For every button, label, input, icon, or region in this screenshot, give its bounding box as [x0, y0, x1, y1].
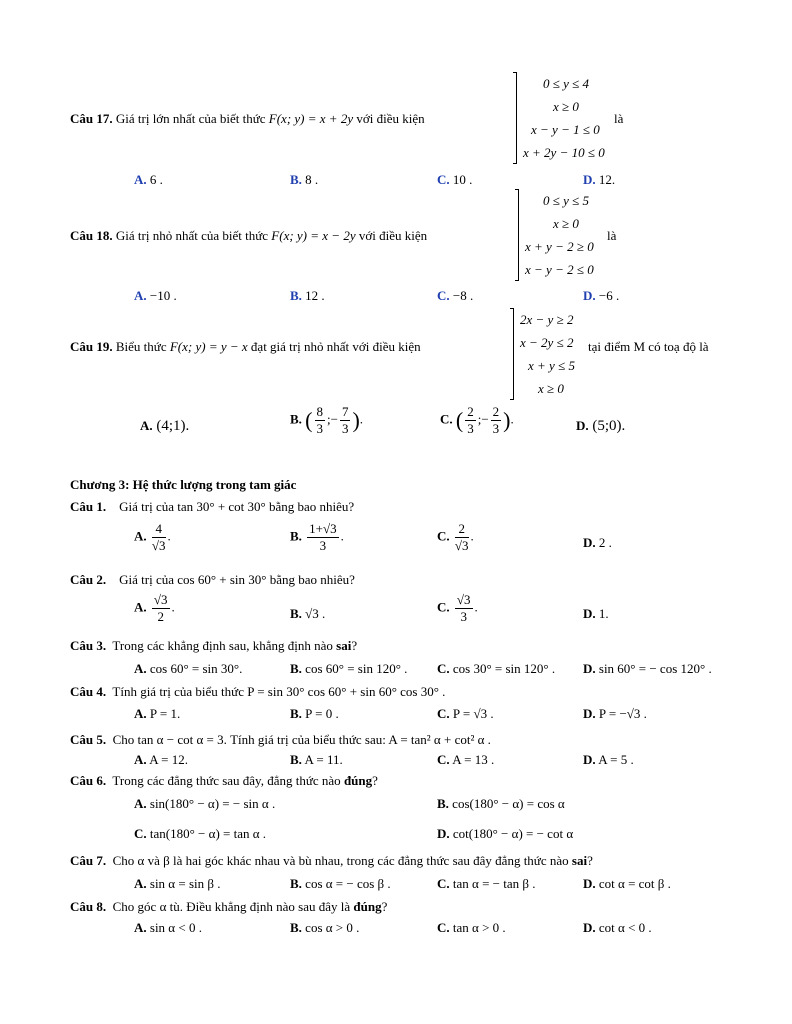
fraction [340, 404, 351, 437]
denominator: √3 [454, 538, 469, 553]
condition: x − y − 1 ≤ 0 [531, 122, 600, 137]
option-value: −8 . [452, 288, 474, 303]
option-b[interactable] [290, 920, 359, 936]
option-letter: B. [290, 288, 302, 303]
option-letter: D. [576, 418, 589, 433]
denominator: 3 [319, 538, 327, 553]
option-value: √3 . [305, 606, 326, 621]
numerator: 1+√3 [309, 521, 337, 536]
option-d[interactable] [583, 288, 619, 304]
option-value: tan α = − tan β . [452, 876, 536, 891]
condition: x − y − 2 ≤ 0 [525, 262, 594, 277]
option-b[interactable] [290, 172, 318, 188]
option-d[interactable] [583, 535, 612, 551]
denominator: 2 [157, 609, 164, 624]
expression: F(x; y) = x + 2y [268, 111, 354, 126]
option-a[interactable] [140, 418, 189, 435]
separator: ;− [327, 411, 338, 427]
option-b[interactable] [290, 706, 339, 722]
option-value: P = −√3 . [598, 706, 647, 721]
question-label: Câu 19. [70, 339, 113, 354]
question-4-stem [70, 684, 445, 700]
question-label: Câu 2. [70, 572, 107, 587]
option-value: sin α = sin β . [149, 876, 221, 891]
option-b[interactable]: B. $\frac{1+√3}{3}$ . [290, 521, 344, 553]
numerator: 4 [152, 521, 166, 538]
question-tail: tại điểm M có toạ độ là [588, 339, 709, 354]
option-letter: B. [290, 752, 302, 767]
expression: F(x; y) = y − x [169, 339, 248, 354]
option-a[interactable] [134, 172, 163, 188]
option-letter: A. [134, 876, 147, 891]
condition: x ≥ 0 [538, 381, 564, 396]
question-label: Câu 3. [70, 638, 107, 653]
condition: x ≥ 0 [553, 216, 579, 231]
option-d[interactable] [583, 661, 712, 677]
option-letter: B. [437, 796, 449, 811]
option-c[interactable] [437, 920, 506, 936]
question-text: Giá trị của tan 30° + cot 30° bằng bao nhiêu? [119, 499, 355, 514]
option-letter: C. [437, 876, 450, 891]
option-a[interactable]: A. $\frac{√3}{2}$ . [134, 592, 175, 624]
option-value: 12 . [305, 288, 325, 303]
option-letter: A. [134, 706, 147, 721]
question-text: Cho tan α − cot α = 3. Tính giá trị của biểu thức sau: A = tan² α + cot² α . [112, 732, 491, 747]
option-c[interactable]: C. $\frac{2}{√3}$ . [437, 521, 474, 553]
punct: ? [381, 899, 388, 914]
option-value: −6 . [598, 288, 620, 303]
option-letter: D. [583, 706, 596, 721]
option-letter: B. [290, 706, 302, 721]
option-a[interactable]: A. $\frac{4}{√3}$ . [134, 521, 171, 553]
option-c[interactable] [437, 661, 555, 677]
fraction [152, 521, 166, 554]
option-letter: B. [290, 606, 302, 621]
option-value: sin 60° = − cos 120° . [598, 661, 712, 676]
option-value: cot(180° − α) = − cot α [452, 826, 574, 841]
option-letter: D. [583, 288, 596, 303]
question-17-stem [70, 111, 425, 127]
question-label: Câu 6. [70, 773, 107, 788]
denominator: 3 [467, 421, 474, 436]
fraction [455, 521, 469, 554]
expression: F(x; y) = x − 2y [271, 228, 356, 243]
option-d[interactable] [583, 172, 615, 188]
question-tail: là [614, 111, 624, 126]
option-value: 12. [598, 172, 616, 187]
option-letter: C. [134, 826, 147, 841]
question-3-stem [70, 638, 357, 654]
option-b[interactable] [290, 876, 391, 892]
denominator: 3 [460, 609, 467, 624]
option-letter: D. [583, 606, 596, 621]
option-value: P = 0 . [305, 706, 339, 721]
option-letter: C. [437, 288, 450, 303]
paren: ( [305, 407, 313, 433]
option-letter: C. [437, 528, 450, 544]
option-value: 10 . [452, 172, 473, 187]
option-letter: A. [134, 920, 147, 935]
numerator: 2 [455, 521, 469, 538]
option-letter: A. [134, 796, 147, 811]
question-text: Biểu thức [115, 339, 167, 354]
condition: 0 ≤ y ≤ 5 [543, 193, 590, 208]
condition: x + y ≤ 5 [528, 358, 575, 373]
condition: x ≥ 0 [553, 99, 579, 114]
option-value: P = √3 . [452, 706, 494, 721]
option-d[interactable] [583, 920, 652, 936]
option-c[interactable] [437, 876, 536, 892]
option-b[interactable] [290, 606, 325, 622]
numerator: 7 [341, 404, 349, 419]
question-text: đạt giá trị nhỏ nhất với điều kiện [250, 339, 421, 354]
option-value: cos 60° = sin 120° . [305, 661, 408, 676]
condition-system [513, 308, 575, 400]
option-d[interactable] [583, 606, 609, 622]
question-2-stem [70, 572, 355, 588]
option-letter: D. [583, 535, 596, 550]
option-value: cos 60° = sin 30°. [149, 661, 243, 676]
option-letter: C. [437, 661, 450, 676]
fraction [315, 404, 326, 437]
punct: ? [372, 773, 378, 788]
option-c[interactable] [437, 288, 473, 304]
option-value: cos 30° = sin 120° . [452, 661, 556, 676]
option-letter: D. [437, 826, 450, 841]
option-letter: B. [290, 528, 302, 544]
option-c[interactable]: C. $\frac{√3}{3}$ . [437, 592, 478, 624]
condition-system [516, 72, 605, 164]
paren: ) [503, 407, 511, 433]
option-letter: B. [290, 172, 302, 187]
fraction [152, 592, 170, 625]
option-value: cot α = cot β . [598, 876, 671, 891]
option-a[interactable] [134, 876, 221, 892]
question-8-stem [70, 899, 387, 915]
option-letter: B. [290, 920, 302, 935]
numerator: √3 [456, 592, 471, 607]
option-value: A = 13 . [452, 752, 495, 767]
question-text: Tính giá trị của biểu thức P = sin 30° cos 60° + sin 60° cos 30° . [112, 684, 446, 699]
option-value: cos(180° − α) = cos α [452, 796, 565, 811]
emphasis: đúng [353, 899, 382, 914]
numerator: 2 [467, 404, 474, 419]
option-value: tan α > 0 . [452, 920, 506, 935]
option-letter: A. [134, 599, 147, 615]
option-letter: C. [437, 752, 450, 767]
option-letter: A. [134, 288, 147, 303]
option-b[interactable] [290, 661, 407, 677]
option-c[interactable] [134, 826, 266, 842]
question-tail: là [607, 228, 617, 243]
option-letter: A. [134, 752, 147, 767]
question-1-stem [70, 499, 354, 515]
question-label: Câu 4. [70, 684, 107, 699]
option-value: tan(180° − α) = tan α . [149, 826, 267, 841]
option-letter: C. [437, 172, 450, 187]
option-letter: C. [437, 599, 450, 615]
option-letter: A. [134, 172, 147, 187]
option-a[interactable] [134, 706, 180, 722]
denominator: 3 [316, 421, 323, 436]
condition-system [518, 189, 594, 281]
condition: 0 ≤ y ≤ 4 [543, 76, 590, 91]
option-a[interactable] [134, 920, 202, 936]
numerator: 8 [316, 404, 323, 419]
option-b[interactable] [290, 288, 325, 304]
option-value: sin α < 0 . [149, 920, 202, 935]
question-label: Câu 17. [70, 111, 113, 126]
question-label: Câu 7. [70, 853, 107, 868]
option-value: A = 5 . [598, 752, 634, 767]
question-5-stem [70, 732, 491, 748]
question-text: Giá trị lớn nhất của biết thức [115, 111, 266, 126]
option-letter: D. [583, 876, 596, 891]
question-text: Giá trị nhỏ nhất của biết thức [115, 228, 269, 243]
option-a[interactable] [134, 796, 275, 812]
option-letter: B. [290, 661, 302, 676]
option-letter: D. [583, 920, 596, 935]
punct: ? [587, 853, 593, 868]
option-d[interactable] [583, 706, 647, 722]
option-letter: D. [583, 661, 596, 676]
option-value: cot α < 0 . [598, 920, 652, 935]
question-text: Giá trị của cos 60° + sin 30° bằng bao nhiêu? [119, 572, 355, 587]
denominator: 3 [341, 421, 349, 436]
question-label: Câu 1. [70, 499, 107, 514]
emphasis: sai [336, 638, 352, 653]
punct: ? [351, 638, 358, 653]
denominator: 3 [492, 421, 500, 436]
question-text: Cho góc α tù. Điều khẳng định nào sau đây là [112, 899, 351, 914]
option-b[interactable]: B. ( $\frac{8}{3}$ ;− $\frac{7}{3}$ ). [290, 404, 364, 436]
option-letter: D. [583, 172, 596, 187]
condition: x − 2y ≤ 2 [520, 335, 574, 350]
fraction [455, 592, 473, 625]
question-6-stem [70, 773, 378, 789]
option-letter: D. [583, 752, 596, 767]
condition: x + 2y − 10 ≤ 0 [523, 145, 605, 160]
option-value: (4;1). [156, 418, 190, 434]
option-d[interactable] [583, 752, 634, 768]
option-value: A = 12. [149, 752, 188, 767]
denominator: √3 [151, 538, 166, 553]
condition: x + y − 2 ≥ 0 [525, 239, 594, 254]
option-letter: C. [437, 706, 450, 721]
paren: ( [455, 407, 464, 433]
question-text: Cho α và β là hai góc khác nhau và bù nhau, trong các đẳng thức sau đây đẳng thức nào [112, 853, 569, 868]
fraction [465, 404, 476, 437]
option-letter: A. [140, 418, 153, 433]
option-value: cos α > 0 . [305, 920, 360, 935]
option-c[interactable] [437, 706, 494, 722]
question-text: với điều kiện [356, 111, 425, 126]
option-value: cos α = − cos β . [305, 876, 391, 891]
paren: ) [352, 407, 360, 433]
option-value: 1. [598, 606, 609, 621]
option-letter: C. [437, 920, 450, 935]
question-text: với điều kiện [358, 228, 428, 243]
option-value: 6 . [149, 172, 163, 187]
question-19-stem [70, 339, 421, 355]
question-label: Câu 5. [70, 732, 107, 747]
question-label: Câu 8. [70, 899, 107, 914]
option-a[interactable] [134, 288, 177, 304]
numerator: 2 [492, 404, 500, 419]
option-value: P = 1. [149, 706, 181, 721]
separator: ;− [477, 411, 489, 427]
option-d[interactable] [583, 876, 671, 892]
option-letter: B. [290, 876, 302, 891]
fraction [491, 404, 502, 437]
emphasis: sai [571, 853, 588, 868]
question-label: Câu 18. [70, 228, 113, 243]
option-c[interactable] [437, 752, 494, 768]
fraction [307, 521, 338, 554]
option-a[interactable] [134, 661, 242, 677]
option-value: 2 . [598, 535, 612, 550]
option-b[interactable] [437, 796, 565, 812]
option-c[interactable]: C. ( $\frac{2}{3}$ ;− $\frac{2}{3}$ ). [440, 404, 514, 436]
emphasis: đúng [343, 773, 373, 788]
option-value: sin(180° − α) = − sin α . [149, 796, 276, 811]
numerator: √3 [153, 592, 168, 607]
option-letter: A. [134, 661, 147, 676]
option-value: (5;0). [592, 418, 626, 434]
option-value: 8 . [305, 172, 319, 187]
option-b[interactable] [290, 752, 343, 768]
question-text: Trong các đẳng thức sau đây, đẳng thức nào [112, 773, 341, 788]
option-c[interactable] [437, 172, 472, 188]
chapter-heading: Chương 3: Hệ thức lượng trong tam giác [70, 477, 297, 492]
option-letter: B. [290, 411, 302, 427]
condition: 2x − y ≥ 2 [520, 312, 574, 327]
option-a[interactable] [134, 752, 188, 768]
option-value: A = 11. [304, 752, 343, 767]
question-18-stem [70, 228, 427, 244]
question-7-stem [70, 853, 593, 869]
option-letter: A. [134, 528, 147, 544]
option-d[interactable] [576, 418, 625, 435]
option-d[interactable] [437, 826, 573, 842]
question-text: Trong các khẳng định sau, khẳng định nào [112, 638, 333, 653]
option-value: −10 . [149, 288, 177, 303]
option-letter: C. [440, 411, 453, 427]
